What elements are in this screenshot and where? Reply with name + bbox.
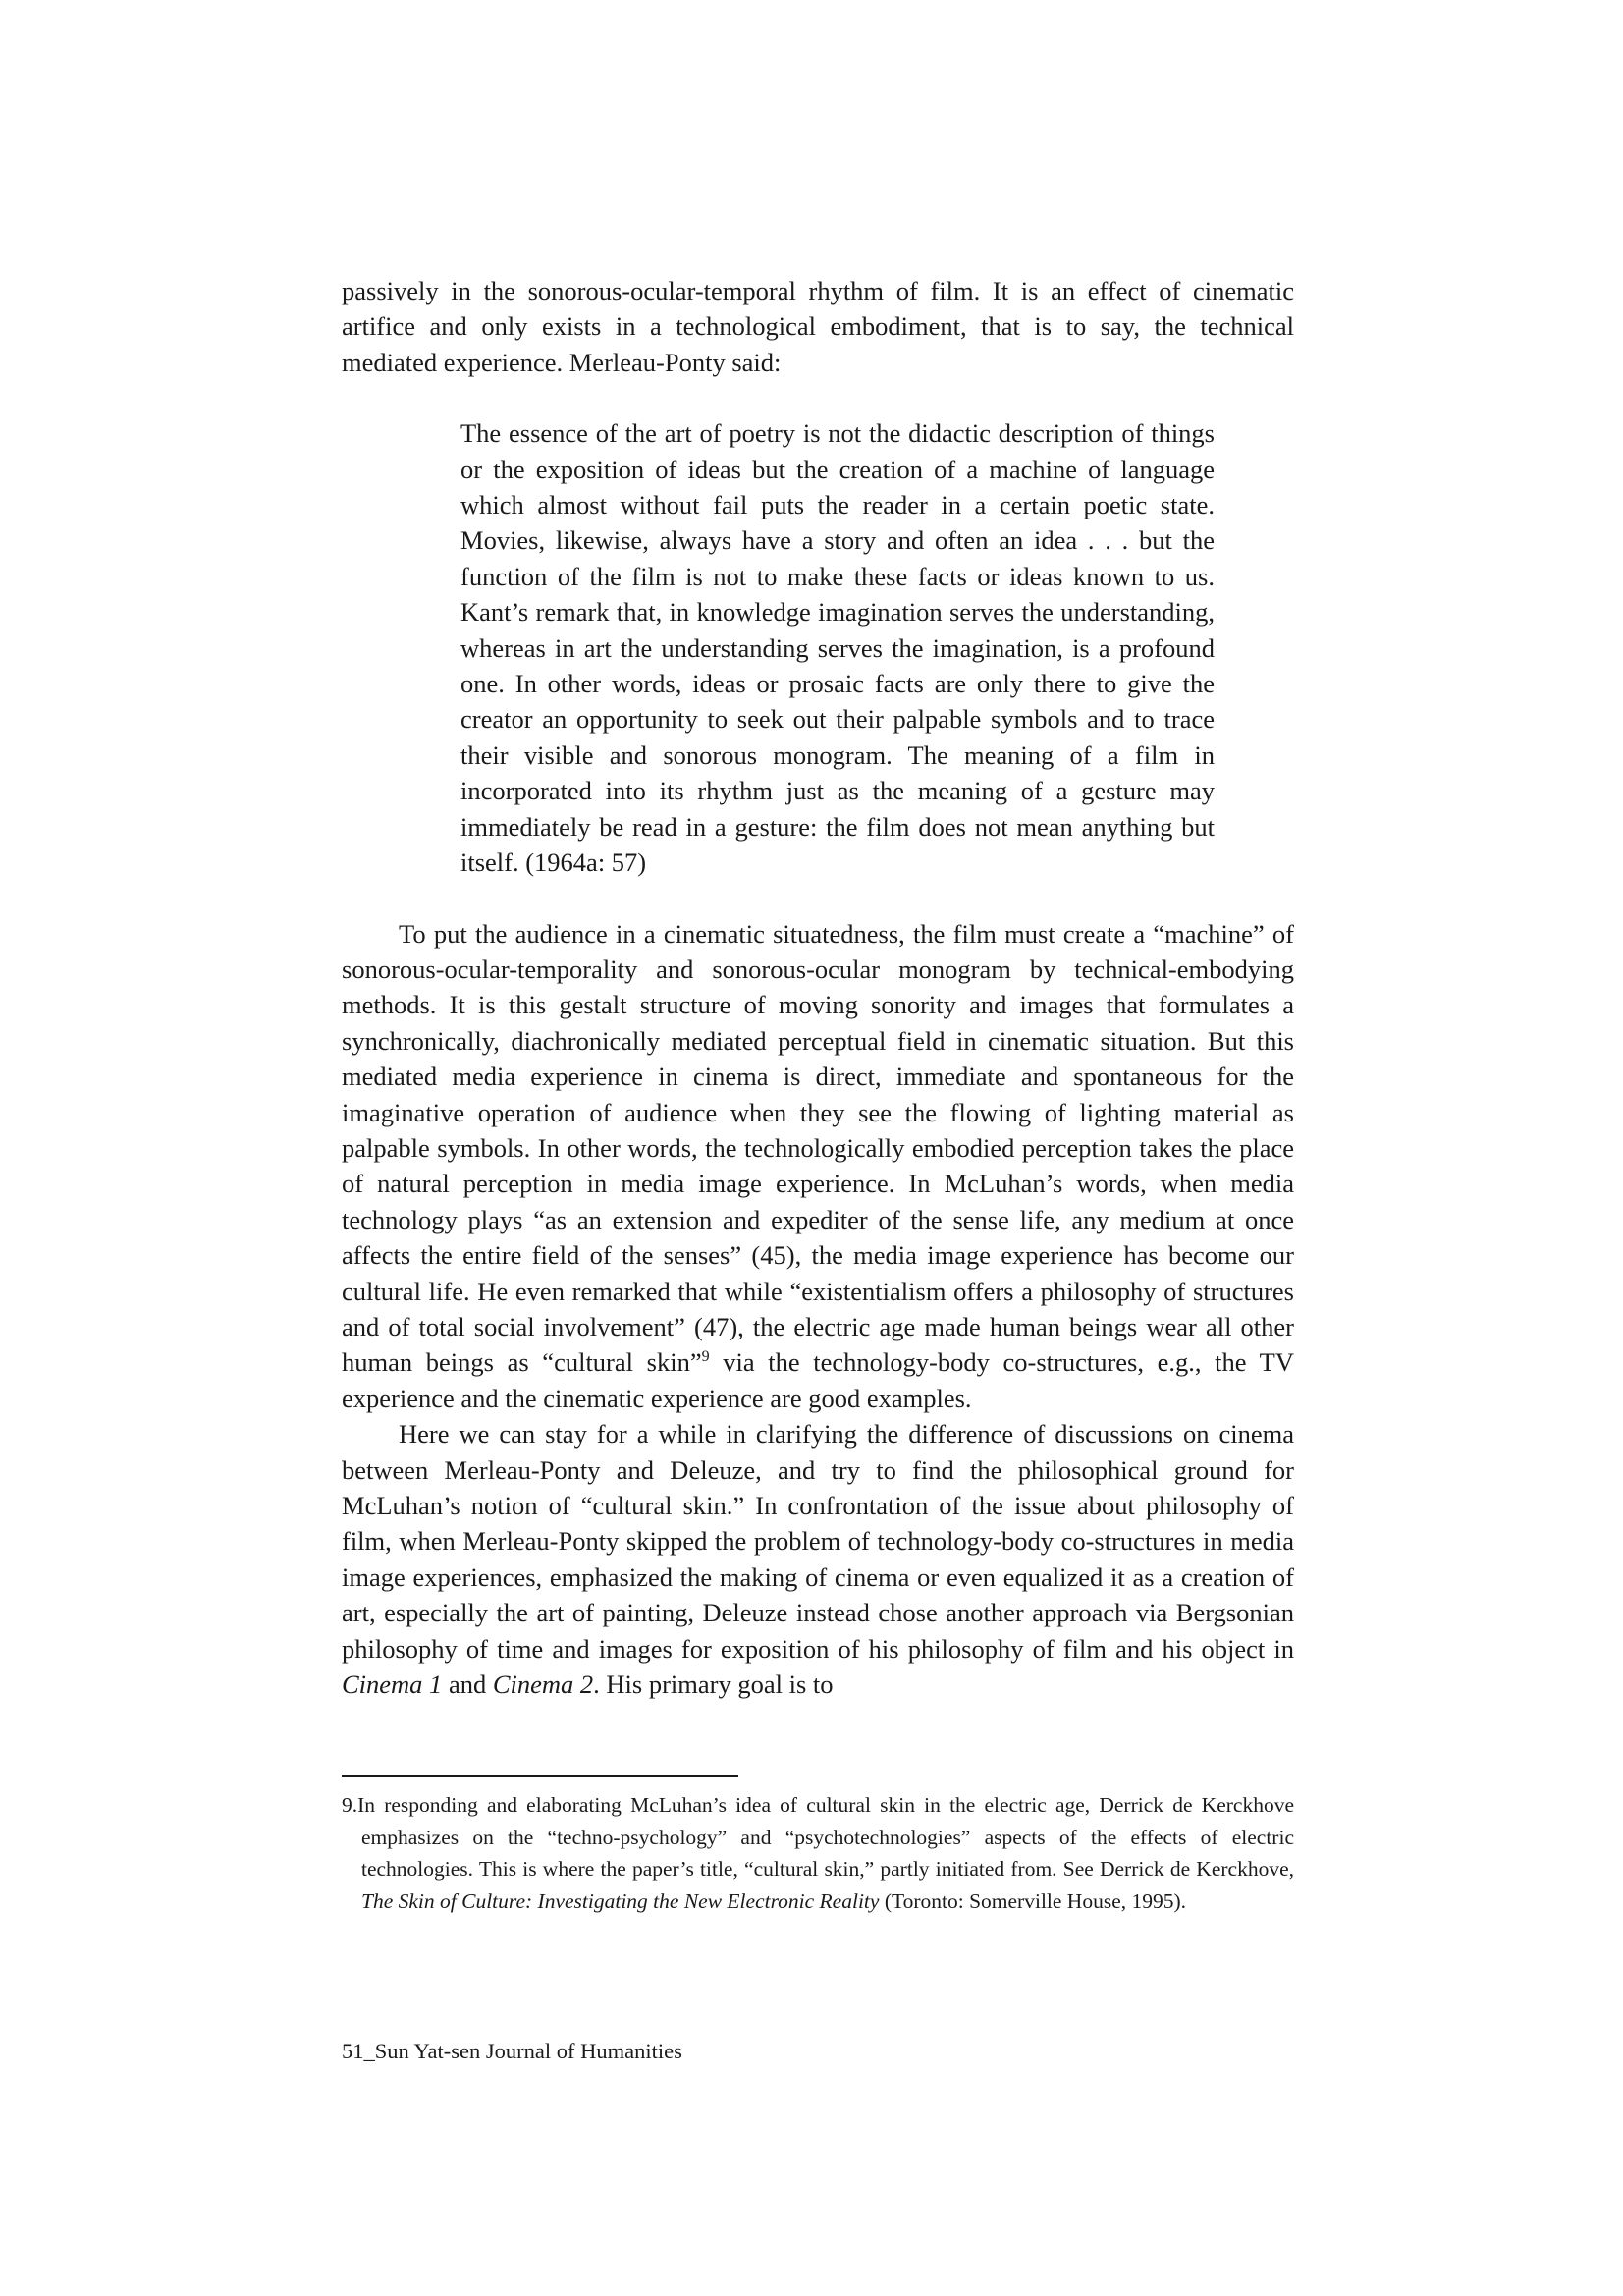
paragraph-three-end: . His primary goal is to (593, 1669, 834, 1700)
paragraph-three-and: and (442, 1669, 493, 1700)
footnote-text-end: (Toronto: Somerville House, 1995). (879, 1888, 1187, 1913)
block-quote-merleau-ponty: The essence of the art of poetry is not the didactic description of things or the exposition of ideas but the creation of a machine of language which almost without fail puts the reader in a certain poetic state. Movies, likewise, always have a story and often an idea . . . but the function of the film is not to make these facts or ideas known to us. Kant’s remark that, in knowledge imagination serves the understanding, whereas in art the understanding serves the imagination, is a profound one. In other words, ideas or prosaic facts are only there to give the creator an opportunity to seek out their palpable symbols and to trace their visible and sonorous monogram. The meaning of a film in incorporated into its rhythm just as the meaning of a gesture may immediately be read in a gesture: the film does not mean anything but itself. (1964a: 57) (460, 418, 1215, 878)
main-text-column (342, 273, 1294, 1702)
footnote-text: In responding and elaborating McLuhan’s idea of cultural skin in the electric age, Derrick de Kerckhove emphasizes on the “techno-psychology” and “psychotechnologies” aspects of the effects of electric technologies. This is where the paper’s title, “cultural skin,” partly initiated from. See Derrick de Kerckhove, (357, 1793, 1294, 1882)
paragraph-deleuze (342, 1416, 1294, 1702)
paragraph-two-text: To put the audience in a cinematic situatedness, the film must create a “machine” of sonorous-ocular-temporality and sonorous-ocular monogram by technical-embodying methods. It is this gestalt structure of moving sonority and images that formulates a synchronically, diachronically mediated perceptual field in cinematic situation. But this mediated media experience in cinema is direct, immediate and spontaneous for the imaginative operation of audience when they see the flowing of lighting material as palpable symbols. In other words, the technologically embodied perception takes the place of natural perception in media image experience. In McLuhan’s words, when media technology plays “as an extension and expediter of the sense life, any medium at once affects the entire field of the senses” (45), the media image experience has become our cultural life. He even remarked that while “existentialism offers a philosophy of structures and of total social involvement” (47), the electric age made human beings wear all other human beings as “cultural skin” (342, 918, 1294, 1378)
title-cinema-2: Cinema 2 (492, 1669, 594, 1700)
paragraph-intro: passively in the sonorous-ocular-temporal rhythm of film. It is an effect of cinematic artifice and only exists in a technological embodiment, that is to say, the technical mediated experience. Merleau-Ponty said: (342, 276, 1294, 377)
paragraph-cinematic-machine (342, 916, 1294, 1417)
footnote-reference-9[interactable]: 9 (701, 1348, 710, 1366)
running-footer: 51_Sun Yat-sen Journal of Humanities (342, 2039, 682, 2063)
paragraph-three-text: Here we can stay for a while in clarifying the difference of discussions on cinema between Merleau-Ponty and Deleuze, and try to find the philosophical ground for McLuhan’s notion of “cultural skin.” In confrontation of the issue about philosophy of film, when Merleau-Ponty skipped the problem of technology-body co-structures in media image experiences, emphasized the making of cinema or even equalized it as a creation of art, especially the art of painting, Deleuze instead chose another approach via Bergsonian philosophy of time and images for exposition of his philosophy of film and his object in (342, 1419, 1294, 1664)
footnote-9 (342, 1789, 1294, 1917)
footnote-number: 9. (342, 1793, 358, 1817)
title-cinema-1: Cinema 1 (342, 1669, 443, 1700)
footnote-book-title: The Skin of Culture: Investigating the New Electronic Reality (361, 1888, 880, 1913)
footnote-divider (342, 1775, 738, 1777)
paragraph-two-text-end: via the technology-body co-structures, e.g., the TV experience and the cinematic experience are good examples. (342, 1347, 1294, 1413)
